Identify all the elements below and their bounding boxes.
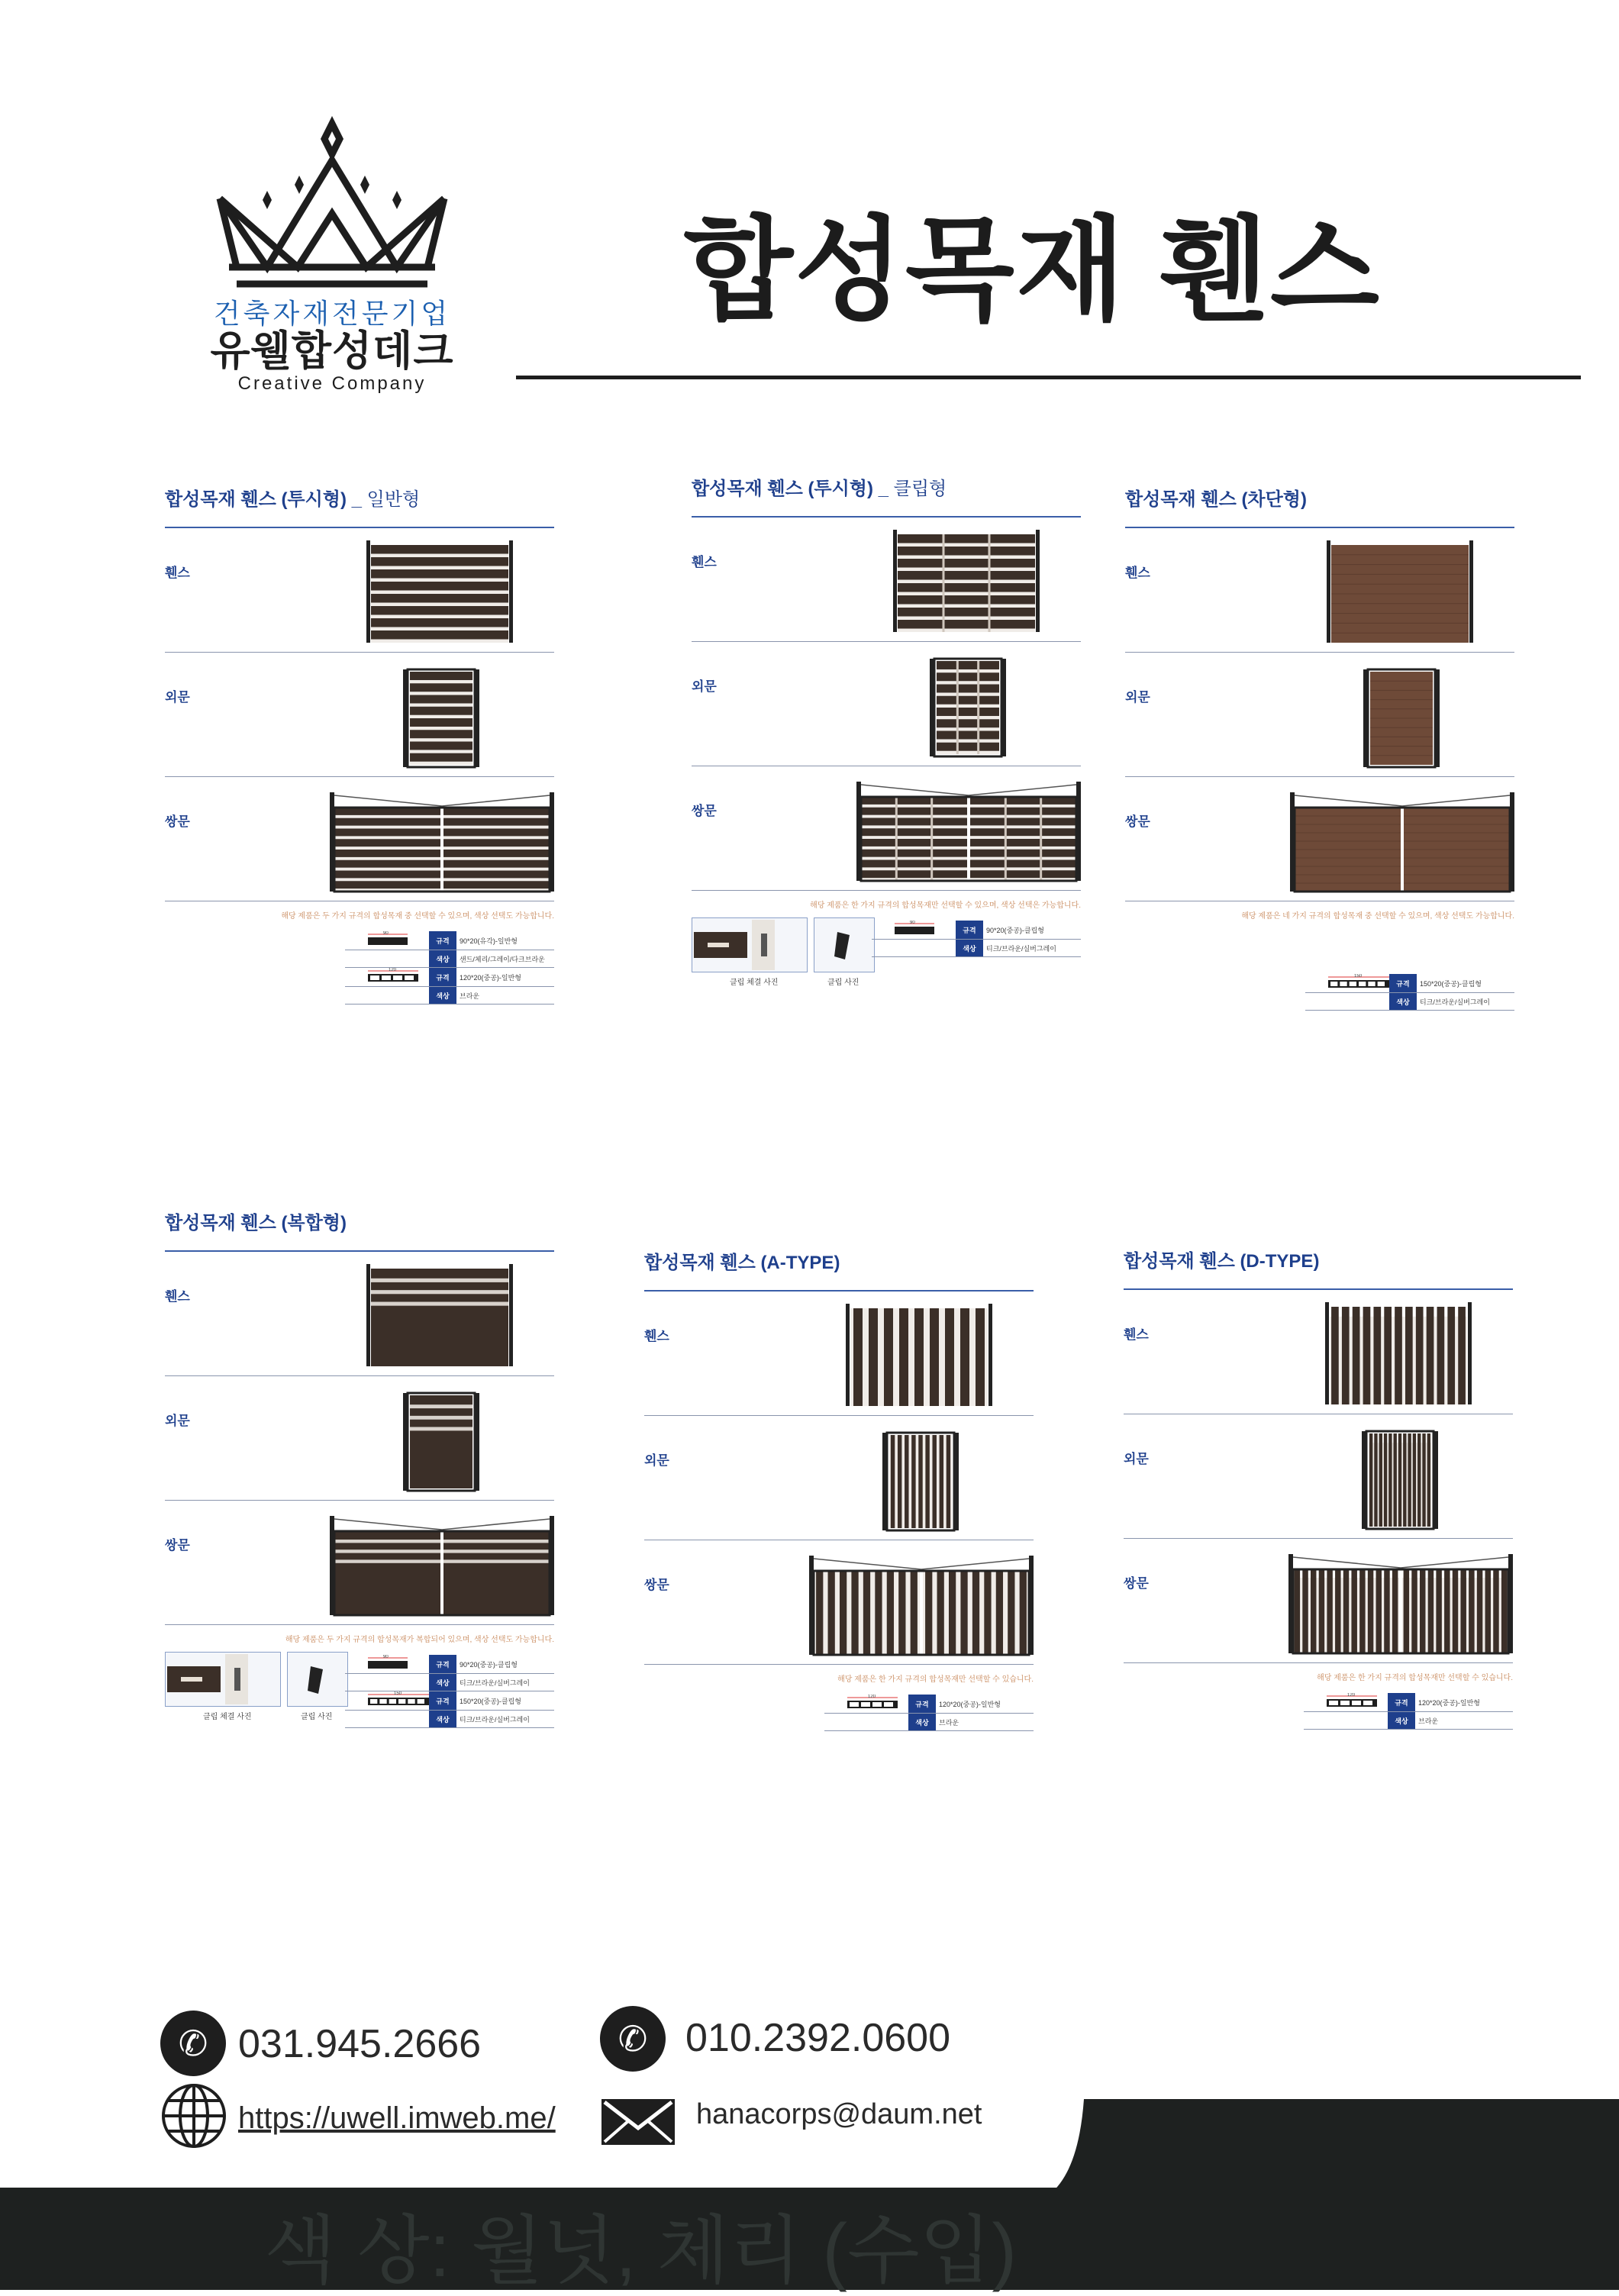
footer-color-info: 색 상: 월넛, 체리 (수입) (264, 2208, 1017, 2292)
email-address[interactable]: hanacorps@daum.net (696, 2098, 982, 2130)
fence-illustration (692, 642, 1081, 764)
spec-diagram-cell (824, 1695, 908, 1714)
spec-row (872, 921, 1081, 940)
row-label: 휀스 (165, 1289, 190, 1304)
spec-diagram-cell (1305, 974, 1389, 993)
panel-title-text: 합성목재 휀스 (D-TYPE) (1124, 1251, 1320, 1272)
fence-illustration (692, 766, 1081, 888)
fence-row-fence (165, 1252, 554, 1376)
spec-table (1305, 974, 1514, 1011)
fence-illustration (1125, 777, 1514, 899)
fence-row-single-gate (165, 653, 554, 777)
row-label: 쌍문 (1124, 1576, 1149, 1591)
spec-diagram-cell (1304, 1693, 1388, 1712)
spec-diagram-cell (345, 1711, 429, 1728)
spec-diagram-cell (1304, 1712, 1388, 1730)
product-panel (165, 1212, 554, 1736)
clip-caption: 클립 체결 사진 (730, 979, 779, 987)
spec-key: 색상 (429, 1711, 456, 1728)
row-label: 외문 (644, 1453, 669, 1468)
fence-illustration (165, 1376, 554, 1498)
profile-diagram (345, 968, 429, 985)
spec-key: 색상 (908, 1714, 936, 1731)
fence-illustration (644, 1292, 1034, 1414)
clip-fastening-photo (692, 917, 808, 972)
product-note: 해당 제품은 한 가지 규격의 합성목재만 선택할 수 있습니다. (1317, 1674, 1513, 1682)
profile-diagram (1304, 1693, 1388, 1710)
spec-value: 120*20(중공)-일반형 (936, 1695, 1034, 1714)
clip-caption: 클립 사진 (827, 979, 859, 987)
product-note: 해당 제품은 두 가지 규격의 합성목재 중 선택할 수 있으며, 색상 선택도 가능합니다. (281, 912, 554, 921)
fence-row-single-gate (644, 1416, 1034, 1540)
panel-title-text: 합성목재 휀스 (차단형) (1125, 489, 1307, 510)
spec-key: 규격 (1388, 1693, 1415, 1712)
mail-icon (600, 2098, 676, 2146)
spec-diagram-cell (345, 987, 429, 1004)
phone-number-1: 031.945.2666 (238, 2022, 482, 2066)
phone-icon: ✆ (600, 2006, 666, 2072)
spec-row (872, 940, 1081, 957)
panel-title (644, 1252, 1034, 1275)
svg-text:150: 150 (394, 1691, 402, 1696)
panel-title-text: 합성목재 휀스 (복합형) (165, 1213, 347, 1233)
spec-diagram-cell (345, 968, 429, 987)
logo-company-name: 유웰합성데크 (210, 328, 454, 374)
profile-diagram (345, 931, 429, 948)
row-label: 휀스 (1125, 566, 1150, 580)
panel-title-suffix: 클립형 (893, 479, 947, 499)
spec-diagram-cell (872, 940, 956, 957)
spec-row (1304, 1693, 1513, 1712)
fence-row-double-gate (1124, 1539, 1513, 1663)
product-note: 해당 제품은 두 가지 규격의 합성목재가 복합되어 있으며, 색상 선택도 가능합니다. (285, 1636, 554, 1644)
row-label: 쌍문 (644, 1578, 669, 1592)
spec-key: 규격 (908, 1695, 936, 1714)
logo-tagline: Creative Company (237, 373, 427, 394)
spec-value: 90*20(유각)-일반형 (456, 931, 554, 950)
fence-illustration (165, 528, 554, 650)
row-label: 쌍문 (165, 814, 190, 829)
spec-row (345, 931, 554, 950)
svg-text:120: 120 (1347, 1693, 1356, 1698)
fence-illustration (692, 518, 1081, 640)
spec-value: 티크/브라운/실버그레이 (456, 1674, 554, 1691)
fence-row-single-gate (165, 1376, 554, 1501)
fence-illustration (1124, 1290, 1513, 1412)
row-label: 휀스 (165, 566, 190, 580)
row-label: 외문 (165, 690, 190, 705)
fence-illustration (165, 1252, 554, 1374)
spec-row (824, 1695, 1034, 1714)
panel-title (165, 489, 554, 511)
spec-value: 150*20(중공)-클립형 (456, 1691, 554, 1711)
panel-title-text: 합성목재 휀스 (투시형) _ (165, 489, 367, 510)
product-note: 해당 제품은 한 가지 규격의 합성목재만 선택할 수 있으며, 색상 선택은 가능합니다. (810, 901, 1081, 910)
row-label: 휀스 (644, 1329, 669, 1343)
spec-key: 규격 (429, 931, 456, 950)
svg-text:90: 90 (910, 921, 915, 925)
title-divider (516, 376, 1581, 379)
fence-illustration (644, 1416, 1034, 1538)
spec-diagram-cell (345, 950, 429, 968)
spec-table (872, 921, 1081, 957)
spec-diagram-cell (872, 921, 956, 940)
panel-title (692, 478, 1081, 501)
product-panel (1125, 489, 1514, 1012)
fence-illustration (1125, 653, 1514, 775)
spec-area (692, 910, 1081, 1001)
fence-row-single-gate (1124, 1414, 1513, 1539)
spec-key: 규격 (429, 968, 456, 987)
panel-title (1124, 1250, 1513, 1273)
fence-illustration (1125, 528, 1514, 650)
phone-number-2: 010.2392.0600 (685, 2016, 951, 2060)
spec-key: 규격 (429, 1691, 456, 1711)
globe-icon (160, 2082, 227, 2149)
spec-diagram-cell (345, 1691, 429, 1711)
spec-key: 색상 (956, 940, 983, 957)
spec-row (1305, 993, 1514, 1011)
spec-area (165, 921, 554, 1012)
spec-table (1304, 1693, 1513, 1730)
spec-value: 티크/브라운/실버그레이 (983, 940, 1081, 957)
row-label: 휀스 (692, 555, 717, 569)
spec-key: 색상 (429, 1674, 456, 1691)
svg-text:90: 90 (383, 1655, 389, 1659)
spec-value: 브라운 (456, 987, 554, 1004)
fence-illustration (165, 777, 554, 899)
row-label: 쌍문 (165, 1538, 190, 1553)
spec-diagram-cell (345, 1674, 429, 1691)
spec-value: 120*20(중공)-일반형 (1415, 1693, 1513, 1712)
fence-illustration (165, 1501, 554, 1623)
clip-caption: 클립 체결 사진 (203, 1713, 252, 1721)
fence-row-fence (692, 518, 1081, 642)
spec-row (1305, 974, 1514, 993)
spec-area (1125, 921, 1514, 1012)
profile-diagram (872, 921, 956, 937)
logo-subtitle: 건축자재전문기업 (213, 298, 451, 329)
phone-icon: ✆ (160, 2011, 226, 2076)
fence-row-double-gate (165, 1501, 554, 1625)
svg-text:120: 120 (868, 1695, 876, 1699)
fence-illustration (165, 653, 554, 775)
fence-row-double-gate (165, 777, 554, 901)
svg-text:150: 150 (1354, 974, 1363, 979)
fence-row-double-gate (1125, 777, 1514, 901)
spec-row (345, 1691, 554, 1711)
row-label: 외문 (692, 679, 717, 694)
profile-diagram (345, 1691, 429, 1708)
spec-table (345, 1655, 554, 1728)
spec-diagram-cell (345, 931, 429, 950)
spec-key: 규격 (1389, 974, 1417, 993)
spec-diagram-cell (345, 1655, 429, 1674)
product-panel (644, 1252, 1034, 1775)
fence-row-fence (165, 528, 554, 653)
product-note: 해당 제품은 한 가지 규격의 합성목재만 선택할 수 있습니다. (837, 1675, 1034, 1684)
profile-diagram (345, 1655, 429, 1672)
panel-title (165, 1212, 554, 1235)
clip-photo (287, 1652, 348, 1707)
spec-area (165, 1644, 554, 1736)
panel-title-text: 합성목재 휀스 (A-TYPE) (644, 1253, 840, 1273)
crown-logo-icon (214, 114, 450, 290)
row-label: 쌍문 (1125, 814, 1150, 829)
spec-value: 티크/브라운/실버그레이 (456, 1711, 554, 1728)
row-label: 쌍문 (692, 804, 717, 818)
spec-value: 티크/브라운/실버그레이 (1417, 993, 1514, 1011)
profile-diagram (1305, 974, 1389, 991)
spec-value: 샌드/체리/그레이/다크브라운 (456, 950, 554, 968)
product-panel (1124, 1250, 1513, 1774)
spec-key: 규격 (956, 921, 983, 940)
page-title: 합성목재 휀스 (684, 208, 1381, 334)
spec-value: 브라운 (1415, 1712, 1513, 1730)
fence-row-fence (1124, 1290, 1513, 1414)
profile-diagram (824, 1695, 908, 1711)
spec-key: 색상 (429, 987, 456, 1004)
svg-text:90: 90 (383, 931, 389, 936)
fence-illustration (644, 1540, 1034, 1662)
spec-row (824, 1714, 1034, 1731)
spec-row (345, 968, 554, 987)
fence-row-double-gate (644, 1540, 1034, 1665)
spec-table (345, 931, 554, 1004)
website-link[interactable]: https://uwell.imweb.me/ (238, 2101, 556, 2135)
spec-area (644, 1684, 1034, 1775)
spec-row (345, 987, 554, 1004)
row-label: 외문 (1124, 1452, 1149, 1466)
panel-title-text: 합성목재 휀스 (투시형) _ (692, 479, 894, 499)
fence-row-double-gate (692, 766, 1081, 891)
clip-photo (814, 917, 875, 972)
fence-illustration (1124, 1539, 1513, 1661)
clip-fastening-photo (165, 1652, 281, 1707)
product-panel (692, 478, 1081, 1001)
spec-key: 규격 (429, 1655, 456, 1674)
clip-caption: 클립 사진 (301, 1713, 333, 1721)
spec-value: 90*20(중공)-클립형 (983, 921, 1081, 940)
spec-area (1124, 1682, 1513, 1774)
product-panel (165, 489, 554, 1012)
spec-row (345, 1711, 554, 1728)
spec-value: 브라운 (936, 1714, 1034, 1731)
panel-title (1125, 489, 1514, 511)
fence-row-fence (644, 1292, 1034, 1416)
spec-value: 120*20(중공)-일반형 (456, 968, 554, 987)
row-label: 외문 (1125, 690, 1150, 705)
fence-row-fence (1125, 528, 1514, 653)
svg-text:120: 120 (389, 968, 397, 972)
spec-value: 90*20(중공)-클립형 (456, 1655, 554, 1674)
spec-row (1304, 1712, 1513, 1730)
spec-row (345, 1674, 554, 1691)
spec-diagram-cell (1305, 993, 1389, 1011)
row-label: 외문 (165, 1414, 190, 1428)
spec-key: 색상 (1388, 1712, 1415, 1730)
row-label: 휀스 (1124, 1327, 1149, 1342)
spec-key: 색상 (429, 950, 456, 968)
fence-illustration (1124, 1414, 1513, 1537)
spec-key: 색상 (1389, 993, 1417, 1011)
product-note: 해당 제품은 네 가지 규격의 합성목재 중 선택할 수 있으며, 색상 선택도 가능합니다. (1241, 912, 1514, 921)
fence-row-single-gate (692, 642, 1081, 766)
fence-row-single-gate (1125, 653, 1514, 777)
spec-row (345, 1655, 554, 1674)
spec-value: 150*20(중공)-클립형 (1417, 974, 1514, 993)
spec-row (345, 950, 554, 968)
brand-logo (206, 114, 458, 395)
spec-diagram-cell (824, 1714, 908, 1731)
spec-table (824, 1695, 1034, 1731)
panel-title-suffix: 일반형 (366, 489, 421, 510)
